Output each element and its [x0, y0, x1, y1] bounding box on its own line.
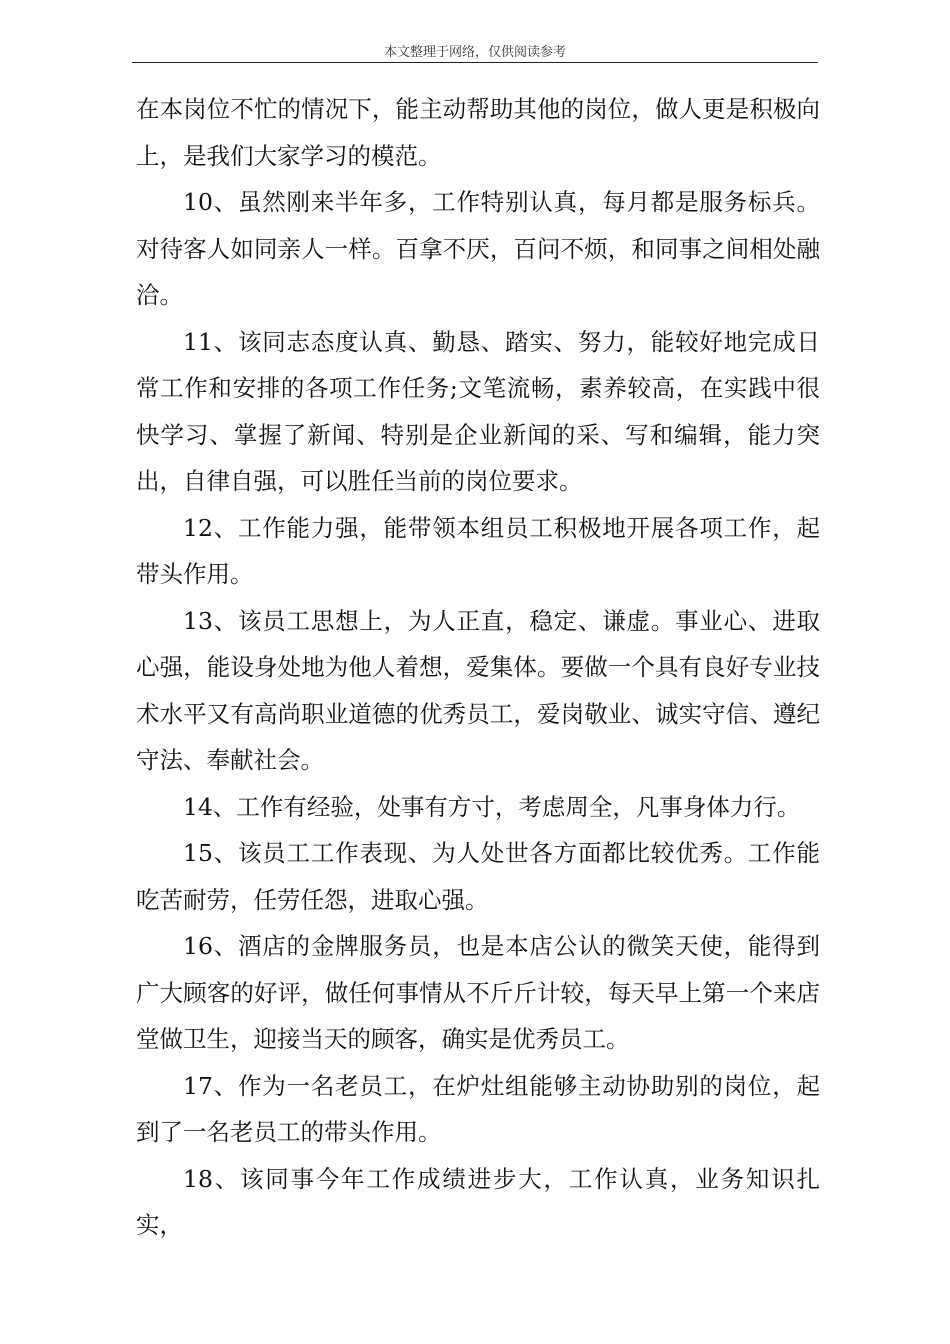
paragraph-item-13: 13、该员工思想上，为人正直，稳定、谦虚。事业心、进取心强，能设身处地为他人着想，爱集体。要做一个具有良好专业技术水平又有高尚职业道德的优秀员工，爱岗敬业、诚实守信、遵纪守法、奉献社会。	[136, 606, 820, 774]
paragraph-item-12: 12、工作能力强，能带领本组员工积极地开展各项工作，起带头作用。	[136, 513, 820, 588]
paragraph-item-15: 15、该员工工作表现、为人处世各方面都比较优秀。工作能吃苦耐劳，任劳任怨，进取心强。	[136, 839, 820, 914]
paragraph-item-10: 10、虽然刚来半年多，工作特别认真，每月都是服务标兵。对待客人如同亲人一样。百拿不厌，百问不烦，和同事之间相处融洽。	[136, 188, 820, 309]
paragraph-continuation: 在本岗位不忙的情况下，能主动帮助其他的岗位，做人更是积极向上，是我们大家学习的模范。	[136, 95, 820, 170]
paragraph-item-18: 18、该同事今年工作成绩进步大，工作认真，业务知识扎实，	[136, 1164, 820, 1239]
header-text: 本文整理于网络，仅供阅读参考	[383, 45, 566, 60]
paragraph-item-17: 17、作为一名老员工，在炉灶组能够主动协助别的岗位，起到了一名老员工的带头作用。	[136, 1071, 820, 1146]
paragraph-item-14: 14、工作有经验，处事有方寸，考虑周全，凡事身体力行。	[183, 792, 801, 821]
page-header	[132, 44, 818, 63]
document-body	[136, 86, 820, 1249]
paragraph-item-11: 11、该同志态度认真、勤恳、踏实、努力，能较好地完成日常工作和安排的各项工作任务;文笔流畅，素养较高，在实践中很快学习、掌握了新闻、特别是企业新闻的采、写和编辑，能力突出，自律自强，可以胜任当前的岗位要求。	[136, 327, 820, 495]
paragraph-item-16: 16、酒店的金牌服务员，也是本店公认的微笑天使，能得到广大顾客的好评，做任何事情从不斤斤计较，每天早上第一个来店堂做卫生，迎接当天的顾客，确实是优秀员工。	[136, 932, 820, 1053]
